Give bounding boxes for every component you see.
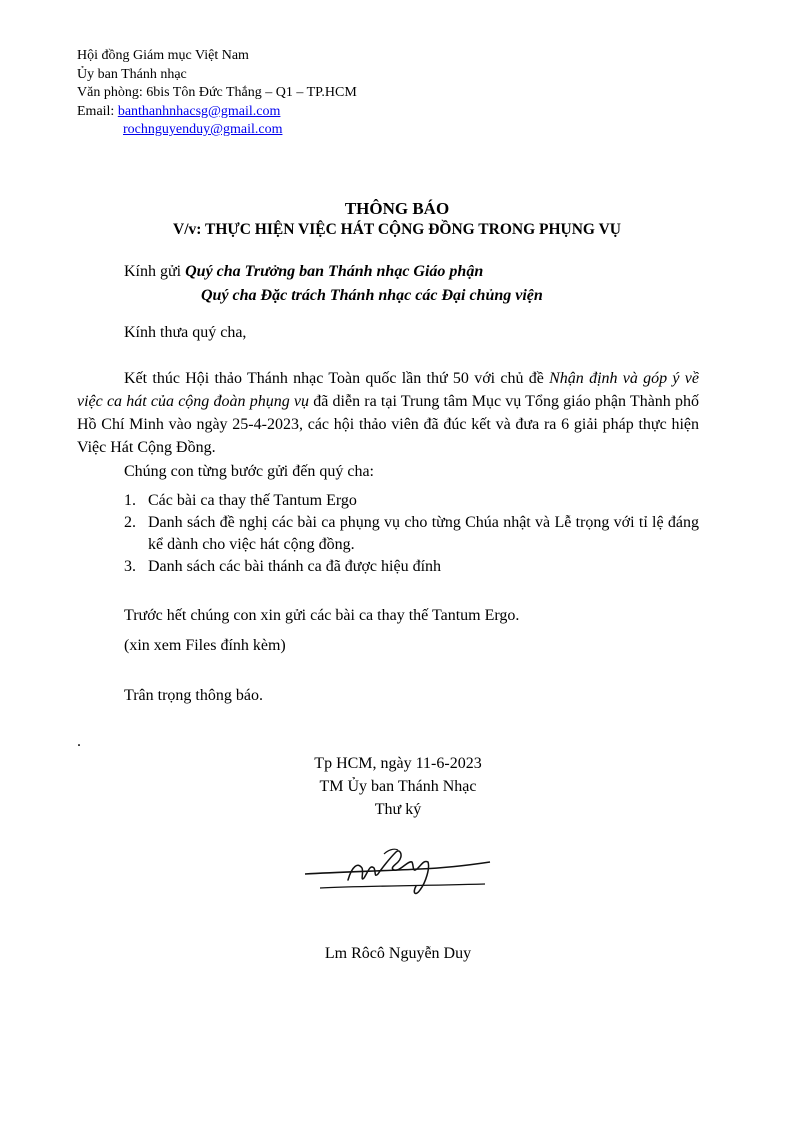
email-link-1[interactable]: banthanhnhacsg@gmail.com: [117, 103, 281, 119]
stray-dot: .: [77, 733, 81, 750]
recipient-label: Kính gửi: [124, 263, 186, 280]
recipient-1: Quý cha Trưởng ban Thánh nhạc Giáo phận: [185, 263, 484, 280]
signing-org: TM Ủy ban Thánh Nhạc: [319, 778, 477, 795]
recipient-row-1: [124, 260, 543, 284]
closing-line: Trân trọng thông báo.: [124, 687, 263, 704]
org-name: Hội đồng Giám mục Việt Nam: [77, 48, 249, 63]
salutation: Kính thưa quý cha,: [124, 324, 247, 341]
signer-role: Thư ký: [374, 801, 422, 818]
office-address: Văn phòng: 6bis Tôn Đức Thắng – Q1 – TP.HCM: [77, 85, 357, 100]
committee-name: Ủy ban Thánh nhạc: [77, 66, 187, 82]
email-label: Email:: [77, 103, 118, 119]
signer-name: Lm Rôcô Nguyễn Duy: [324, 945, 472, 962]
letterhead: [77, 47, 357, 140]
item-text: Các bài ca thay thế Tantum Ergo: [148, 492, 357, 509]
body-part-1: Kết thúc Hội thảo Thánh nhạc Toàn quốc lần thứ 50 với chủ đề: [124, 370, 550, 387]
document-title: THÔNG BÁO: [344, 199, 450, 218]
item-number: 2.: [124, 514, 136, 531]
item-text: Danh sách đề nghị các bài ca phụng vụ cho từng Chúa nhật và Lễ trọng với tỉ lệ đáng kể dành cho việc hát cộng đồng.: [148, 514, 699, 553]
email-link-2[interactable]: rochnguyenduy@gmail.com: [123, 122, 283, 137]
list-item: [124, 556, 699, 578]
body-paragraph: [77, 367, 699, 459]
list-item: [124, 490, 699, 512]
items-list: [124, 490, 699, 578]
conference-topic: Nhận định và góp ý về việc ca hát của cộng đoàn phụng vụ: [77, 370, 700, 410]
item-number: 1.: [124, 492, 136, 509]
item-number: 3.: [124, 558, 136, 575]
attachment-note: (xin xem Files đính kèm): [124, 637, 286, 654]
email-line-2: [77, 121, 357, 140]
first-send-note: Trước hết chúng con xin gửi các bài ca thay thế Tantum Ergo.: [124, 607, 520, 624]
list-item: [124, 512, 699, 556]
recipient-2: Quý cha Đặc trách Thánh nhạc các Đại chủng viện: [201, 287, 543, 304]
handwritten-signature: [300, 838, 495, 898]
recipients: [124, 260, 543, 308]
body-part-2: đã diễn ra tại Trung tâm Mục vụ Tổng giáo phận Thành phố Hồ Chí Minh vào ngày 25-4-2023, các hội thảo viên đã đúc kết và đưa ra 6 giải pháp thực hiện Việc Hát Cộng Đồng.: [77, 393, 699, 456]
signature-block: [250, 752, 546, 821]
place-date: Tp HCM, ngày 11-6-2023: [314, 755, 482, 772]
email-line: [77, 103, 357, 122]
item-text: Danh sách các bài thánh ca đã được hiệu đính: [148, 558, 442, 575]
document-subject: V/v: THỰC HIỆN VIỆC HÁT CỘNG ĐỒNG TRONG PHỤNG VỤ: [173, 221, 621, 238]
list-intro: Chúng con từng bước gửi đến quý cha:: [124, 463, 374, 480]
